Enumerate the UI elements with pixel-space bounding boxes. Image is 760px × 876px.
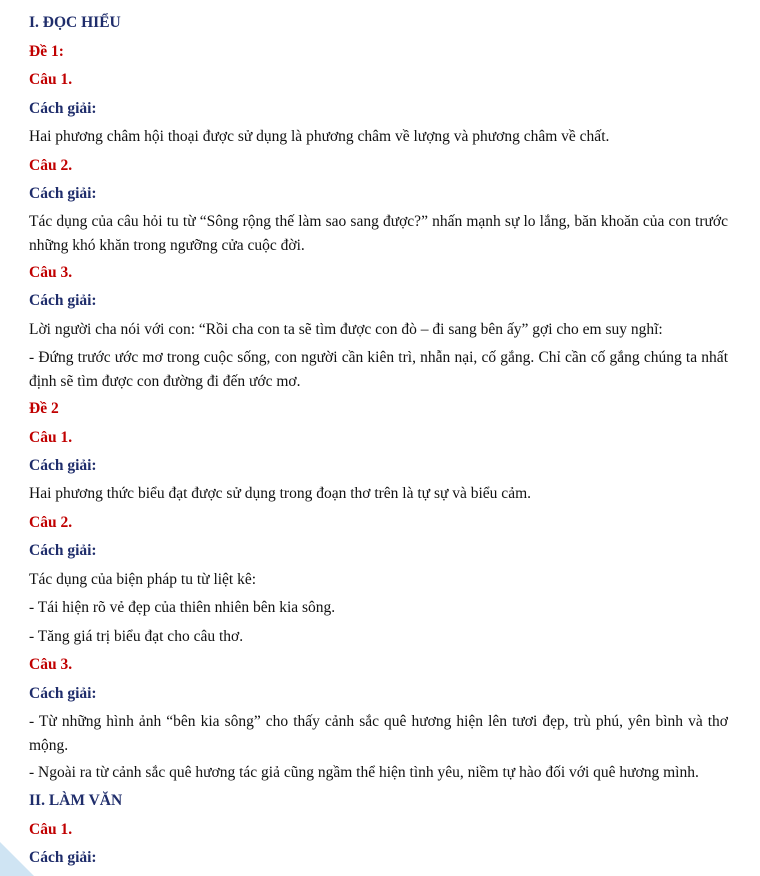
de1-question-2-label: Câu 2.: [29, 157, 73, 174]
de1-question-2-method: Cách giải:: [29, 185, 97, 202]
de1-question-3-label: Câu 3.: [29, 264, 73, 281]
de2-question-2-intro: Tác dụng của biện pháp tu từ liệt kê:: [29, 571, 257, 588]
de1-question-3-point: - Đứng trước ước mơ trong cuộc sống, con người cần kiên trì, nhẫn nại, cố gắng. Chỉ cần cố gắng chúng ta nhất định sẽ tìm được con đường đi đến ước mơ.: [29, 349, 728, 390]
section-heading-doc-hieu: I. ĐỌC HIỂU: [29, 14, 121, 31]
de2-question-1-answer: Hai phương thức biểu đạt được sử dụng trong đoạn thơ trên là tự sự và biểu cảm.: [29, 485, 532, 502]
de2-question-2-point: - Tăng giá trị biểu đạt cho câu thơ.: [29, 628, 244, 645]
de2-question-3-method: Cách giải:: [29, 685, 97, 702]
lamvan-question-1-label: Câu 1.: [29, 821, 73, 838]
de1-question-1-method: Cách giải:: [29, 100, 97, 117]
de-2-title: Đề 2: [29, 400, 59, 417]
de1-question-3-method: Cách giải:: [29, 292, 97, 309]
de2-question-1-label: Câu 1.: [29, 429, 73, 446]
corner-decoration: [0, 842, 34, 876]
de2-question-2-label: Câu 2.: [29, 514, 73, 531]
de2-question-3-point: - Từ những hình ảnh “bên kia sông” cho thấy cảnh sắc quê hương hiện lên tươi đẹp, trù phú, yên bình và thơ mộng.: [29, 713, 728, 754]
de1-question-2-answer: Tác dụng của câu hỏi tu từ “Sông rộng thế làm sao sang được?” nhấn mạnh sự lo lắng, băn khoăn của con trước những khó khăn trong ngưỡng cửa cuộc đời.: [29, 213, 728, 254]
de2-question-2-point: - Tái hiện rõ vẻ đẹp của thiên nhiên bên kia sông.: [29, 599, 336, 616]
de-1-title: Đề 1:: [29, 43, 64, 60]
de1-question-3-intro: Lời người cha nói với con: “Rồi cha con ta sẽ tìm được con đò – đi sang bên ấy” gợi cho em suy nghĩ:: [29, 321, 663, 338]
de2-question-3-point: - Ngoài ra từ cảnh sắc quê hương tác giả cũng ngầm thể hiện tình yêu, niềm tự hào đối với quê hương mình.: [29, 764, 699, 781]
lamvan-question-1-method: Cách giải:: [29, 849, 97, 866]
de2-question-3-label: Câu 3.: [29, 656, 73, 673]
section-heading-lam-van: II. LÀM VĂN: [29, 792, 123, 809]
de2-question-2-method: Cách giải:: [29, 542, 97, 559]
de1-question-1-label: Câu 1.: [29, 71, 73, 88]
de1-question-1-answer: Hai phương châm hội thoại được sử dụng là phương châm về lượng và phương châm về chất.: [29, 128, 610, 145]
de2-question-1-method: Cách giải:: [29, 457, 97, 474]
